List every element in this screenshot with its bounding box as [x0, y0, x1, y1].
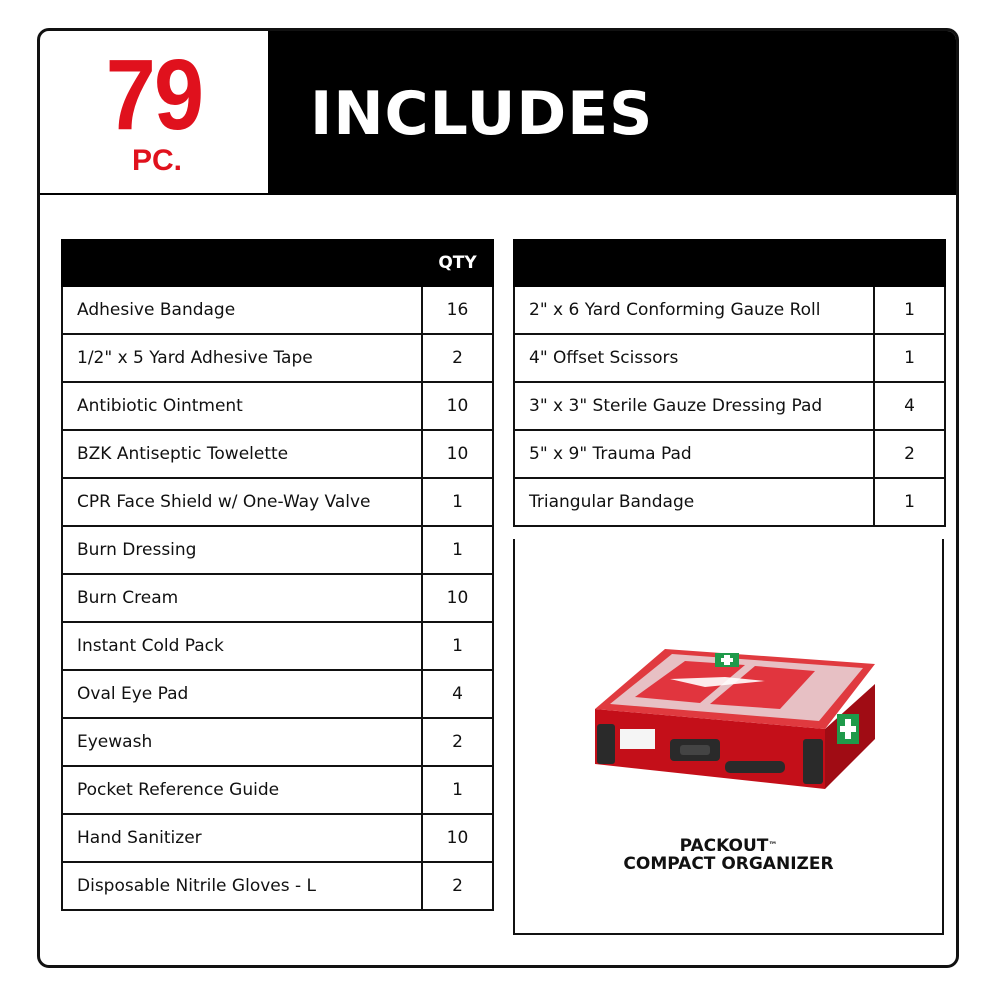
item-qty: 1	[422, 622, 493, 670]
item-qty: 10	[422, 382, 493, 430]
table-row	[62, 430, 493, 478]
item-qty: 4	[422, 670, 493, 718]
item-name: 5" x 9" Trauma Pad	[514, 430, 874, 478]
table-header-row	[62, 240, 493, 286]
item-qty: 1	[874, 478, 945, 526]
item-column-header	[514, 240, 874, 286]
item-qty: 2	[422, 334, 493, 382]
item-qty: 10	[422, 574, 493, 622]
item-name: CPR Face Shield w/ One-Way Valve	[62, 478, 422, 526]
table-row	[62, 862, 493, 910]
item-qty: 2	[422, 718, 493, 766]
item-column-header	[62, 240, 422, 286]
item-name: Oval Eye Pad	[62, 670, 422, 718]
item-name: Instant Cold Pack	[62, 622, 422, 670]
piece-count: 79	[105, 39, 203, 151]
table-row	[62, 574, 493, 622]
item-name: Triangular Bandage	[514, 478, 874, 526]
item-qty: 10	[422, 814, 493, 862]
header-bar	[40, 31, 956, 195]
item-name: Antibiotic Ointment	[62, 382, 422, 430]
item-qty: 1	[422, 766, 493, 814]
table-row	[62, 670, 493, 718]
includes-card	[37, 28, 959, 968]
item-name: 4" Offset Scissors	[514, 334, 874, 382]
item-qty: 1	[874, 286, 945, 334]
piece-count-unit: PC.	[132, 144, 183, 177]
table-row	[514, 478, 945, 526]
qty-column-header	[874, 240, 945, 286]
trademark-symbol: ™	[768, 841, 778, 851]
contents-table-left	[61, 239, 494, 911]
contents-table-right	[513, 239, 946, 527]
table-row	[514, 382, 945, 430]
item-name: 3" x 3" Sterile Gauze Dressing Pad	[514, 382, 874, 430]
table-row	[62, 526, 493, 574]
qty-column-header: QTY	[422, 240, 493, 286]
item-qty: 2	[422, 862, 493, 910]
table-row	[62, 334, 493, 382]
item-name: Pocket Reference Guide	[62, 766, 422, 814]
item-name: Disposable Nitrile Gloves - L	[62, 862, 422, 910]
item-qty: 4	[874, 382, 945, 430]
table-row	[514, 286, 945, 334]
item-name: Hand Sanitizer	[62, 814, 422, 862]
table-row	[62, 766, 493, 814]
item-name: 2" x 6 Yard Conforming Gauze Roll	[514, 286, 874, 334]
table-row	[514, 430, 945, 478]
product-name-line1: PACKOUT	[679, 836, 769, 856]
first-aid-organizer-case-icon	[575, 589, 885, 819]
table-header-row	[514, 240, 945, 286]
product-name	[515, 837, 942, 873]
item-qty: 10	[422, 430, 493, 478]
table-row	[62, 718, 493, 766]
piece-count-box	[40, 31, 270, 193]
item-name: 1/2" x 5 Yard Adhesive Tape	[62, 334, 422, 382]
table-row	[62, 286, 493, 334]
item-name: Burn Cream	[62, 574, 422, 622]
item-name: Adhesive Bandage	[62, 286, 422, 334]
item-qty: 1	[422, 526, 493, 574]
item-qty: 16	[422, 286, 493, 334]
item-qty: 1	[422, 478, 493, 526]
table-row	[62, 814, 493, 862]
table-row	[62, 382, 493, 430]
item-name: BZK Antiseptic Towelette	[62, 430, 422, 478]
page-title: INCLUDES	[310, 79, 654, 149]
item-name: Burn Dressing	[62, 526, 422, 574]
table-row	[514, 334, 945, 382]
table-row	[62, 478, 493, 526]
item-qty: 2	[874, 430, 945, 478]
item-qty: 1	[874, 334, 945, 382]
item-name: Eyewash	[62, 718, 422, 766]
product-name-line2: COMPACT ORGANIZER	[623, 854, 834, 874]
product-panel	[513, 539, 944, 935]
table-row	[62, 622, 493, 670]
